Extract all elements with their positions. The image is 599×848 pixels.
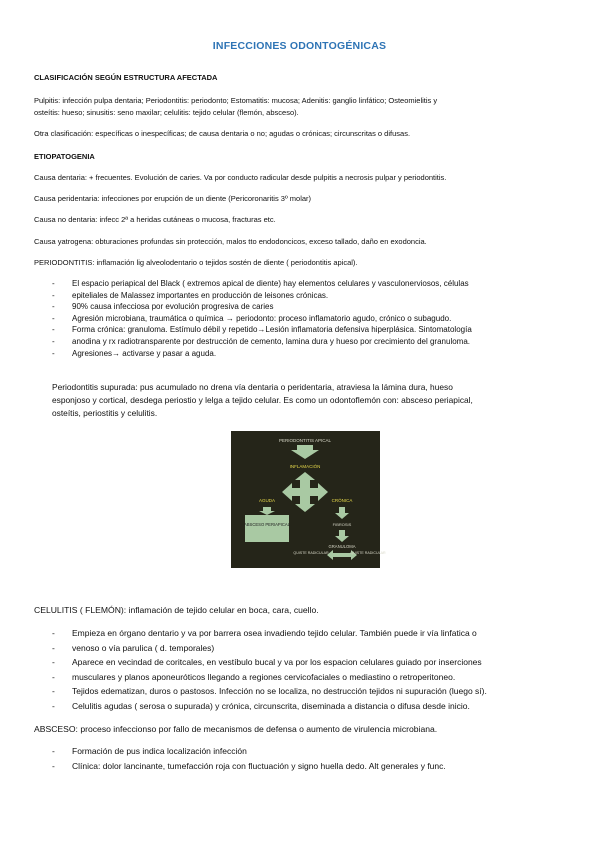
classification-line-2: osteítis: hueso; sinusitis: seno maxilar; celulitis: tejido celular (flemón, absceso).	[34, 108, 299, 117]
diagram-top-label: PERIODONTITIS APICAL	[278, 438, 332, 443]
periodontitis-diagram	[231, 431, 386, 568]
down-arrow-icon	[259, 507, 275, 515]
supurada-line-2: esponjoso y cortical, desdega periostio y lelga a tejido celular. Es como un odontoflemón con: absceso periapical,	[52, 395, 473, 406]
celulitis-definition: CELULITIS ( FLEMÓN): inflamación de tejido celular en boca, cara, cuello.	[34, 605, 319, 615]
diagram-mid-label: FIBROSIS	[332, 522, 352, 527]
list-item: - 90% causa infecciosa por evolución progresiva de caries	[50, 301, 570, 313]
causa-dentaria: Causa dentaria: + frecuentes. Evolución de caries. Va por conducto radicular desde pulpitis a necrosis pulpar y periodontitis.	[34, 173, 447, 182]
other-classification: Otra clasificación: específicas o inespecíficas; de causa dentaria o no; agudas o crónicas; circunscritas o difusas.	[34, 129, 411, 138]
classification-line-1: Pulpitis: infección pulpa dentaria; Periodontitis: periodonto; Estomatitis: mucosa; Adenitis: ganglio linfático; Osteomielitis y	[34, 96, 438, 105]
diagram-bottom-left-label: QUISTE RADICULAR	[293, 551, 329, 555]
list-item-continuation: - musculares y planos aponeuróticos llegando a regiones cervicofaciales o mediastino o retroperitoneo.	[50, 670, 570, 685]
diagram-bottom-label: GRANULOMA	[328, 544, 356, 549]
diagram-left-label: AGUDA	[258, 498, 276, 503]
down-arrow-icon	[335, 507, 349, 519]
classification-heading: CLASIFICACIÓN SEGÚN ESTRUCTURA AFECTADA	[34, 73, 218, 82]
list-item: - Agresiones→ activarse y pasar a aguda.	[50, 348, 570, 360]
causa-peridentaria: Causa peridentaria: infecciones por erupción de un diente (Pericoronaritis 3º molar)	[34, 194, 312, 203]
absceso-box	[245, 515, 289, 542]
diagram-right-label: CRÓNICA	[331, 498, 353, 503]
list-item-continuation: - epiteliales de Malassez importantes en producción de leisones crónicas.	[50, 290, 570, 302]
list-item: - Clínica: dolor lancinante, tumefacción roja con fluctuación y signo huella dedo. Alt generales y func.	[50, 759, 570, 774]
list-item: - El espacio periapical del Black ( extremos apical de diente) hay elementos celulares y vasculonerviosos, células	[50, 278, 570, 290]
list-item-continuation: - anodina y rx radiotransparente por destrucción de cemento, lamina dura y hueso por crecimiento del granuloma.	[50, 336, 570, 348]
causa-no-dentaria: Causa no dentaria: infecc 2ª a heridas cutáneas o mucosa, fracturas etc.	[34, 215, 276, 224]
down-arrow-icon	[291, 445, 319, 459]
causa-yatrogena: Causa yatrogena: obturaciones profundas sin protección, malos tto endodoncicos, exceso tallado, daño en exodoncia.	[34, 237, 427, 246]
diagram-center-label: INFLAMACIÓN	[289, 464, 321, 469]
periodontitis-definition: PERIODONTITIS: inflamación lig alveolodentario o tejidos sostén de diente ( periodontitis apical).	[34, 258, 358, 267]
list-item: - Formación de pus indica localización infección	[50, 744, 570, 759]
supurada-line-1: Periodontitis supurada: pus acumulado no drena vía dentaria o peridentaria, atraviesa la lámina dura, hueso	[52, 382, 453, 392]
absceso-definition: ABSCESO: proceso infeccionso por fallo de mecanismos de defensa o aumento de virulencia microbiana.	[34, 724, 438, 734]
list-item: - Forma crónica: granuloma. Estímulo débil y repetido→Lesión inflamatoria defensiva hiperplásica. Sintomatología	[50, 324, 570, 336]
celulitis-list	[50, 626, 570, 714]
list-item-continuation: - venoso o vía parulica ( d. temporales)	[50, 641, 570, 656]
down-arrow-icon	[335, 530, 349, 542]
absceso-list	[50, 744, 570, 773]
page-title: INFECCIONES ODONTOGÉNICAS	[212, 40, 387, 52]
supurada-paragraph	[52, 381, 552, 421]
list-item: - Tejidos edematizan, duros o pastosos. Infección no se localiza, no destrucción tejidos ni supuración (luego sí).	[50, 684, 570, 699]
diagram-box-label: ABSCESO PERIAPICAL	[243, 522, 291, 527]
list-item: - Celulitis agudas ( serosa o supurada) y crónica, circunscrita, diseminada a distancia o difusa desde inicio.	[50, 699, 570, 714]
list-item: - Aparece en vecindad de coritcales, en vestíbulo bucal y va por los espacion celulares guiado por inserciones	[50, 655, 570, 670]
four-way-arrow-icon	[282, 472, 328, 512]
diagram-bottom-right-label: QUISTE RADICULAR	[350, 551, 386, 555]
supurada-line-3: osteítis, periostitis y celulitis.	[52, 408, 158, 419]
list-item: - Empieza en órgano dentario y va por barrera osea invadiendo tejido celular. También puede ir vía linfatica o	[50, 626, 570, 641]
list-item: - Agresión microbiana, traumática o química → periodonto: proceso inflamatorio agudo, crónico o subagudo.	[50, 313, 570, 325]
etiopathogeny-heading: ETIOPATOGENIA	[34, 152, 95, 161]
periodontitis-list	[50, 278, 570, 359]
